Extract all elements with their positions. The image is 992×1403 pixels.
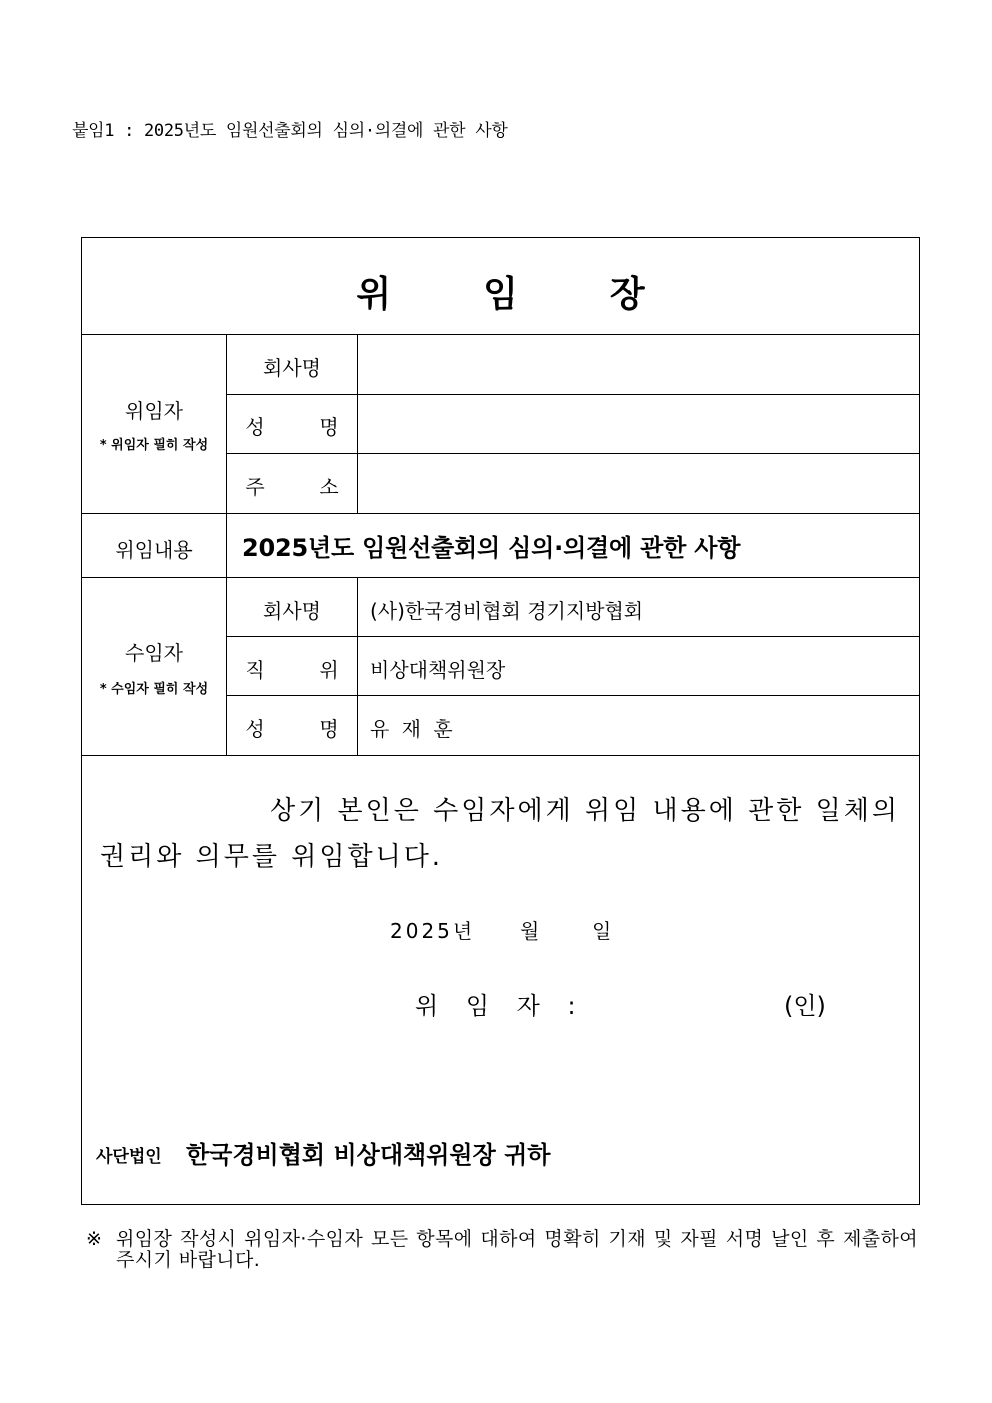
footnote — [86, 1229, 918, 1271]
power-of-attorney-form — [81, 237, 920, 1205]
date-year: 2025년 — [390, 919, 476, 943]
delegate-label: 수임자 — [125, 641, 183, 665]
form-title: 위임장 — [356, 274, 737, 315]
recipient-prefix: 사단법인 — [96, 1147, 162, 1167]
delegate-field-label: 성 명 — [245, 717, 353, 741]
signature-label: 위 임 자 : — [415, 992, 586, 1020]
seal-mark: (인) — [784, 992, 826, 1020]
date-month: 월 — [520, 919, 543, 943]
delegate-position-value: 비상대책위원장 — [370, 658, 506, 682]
delegate-company-value: (사)한국경비협회 경기지방협회 — [370, 599, 644, 623]
reference-mark: ※ — [86, 1228, 103, 1250]
delegator-field-label: 회사명 — [263, 356, 321, 380]
delegator-note: * 위임자 필히 작성 — [99, 438, 209, 453]
content-label: 위임내용 — [115, 538, 193, 562]
attachment-title: 붙임1 : 2025년도 임원선출회의 심의·의결에 관한 사항 — [72, 121, 508, 141]
delegate-field-label: 직 위 — [245, 658, 353, 682]
recipient-name: 한국경비협회 비상대책위원장 귀하 — [186, 1141, 551, 1169]
date-day: 일 — [592, 919, 615, 943]
content-value: 2025년도 임원선출회의 심의·의결에 관한 사항 — [242, 534, 741, 562]
delegate-name-value: 유 재 훈 — [370, 717, 456, 741]
delegate-note: * 수임자 필히 작성 — [99, 682, 209, 697]
delegator-field-label: 성 명 — [245, 415, 353, 439]
delegator-label: 위임자 — [125, 399, 183, 423]
delegate-field-label: 회사명 — [263, 599, 321, 623]
delegation-statement: 상기 본인은 수임자에게 위임 내용에 관한 일체의 권리와 의무를 위임합니다. — [100, 796, 900, 872]
footnote-text: 위임장 작성시 위임자·수임자 모든 항목에 대하여 명확히 기재 및 자필 서명 날인 후 제출하여 주시기 바랍니다. — [116, 1228, 918, 1271]
delegator-field-label: 주 소 — [245, 475, 353, 499]
